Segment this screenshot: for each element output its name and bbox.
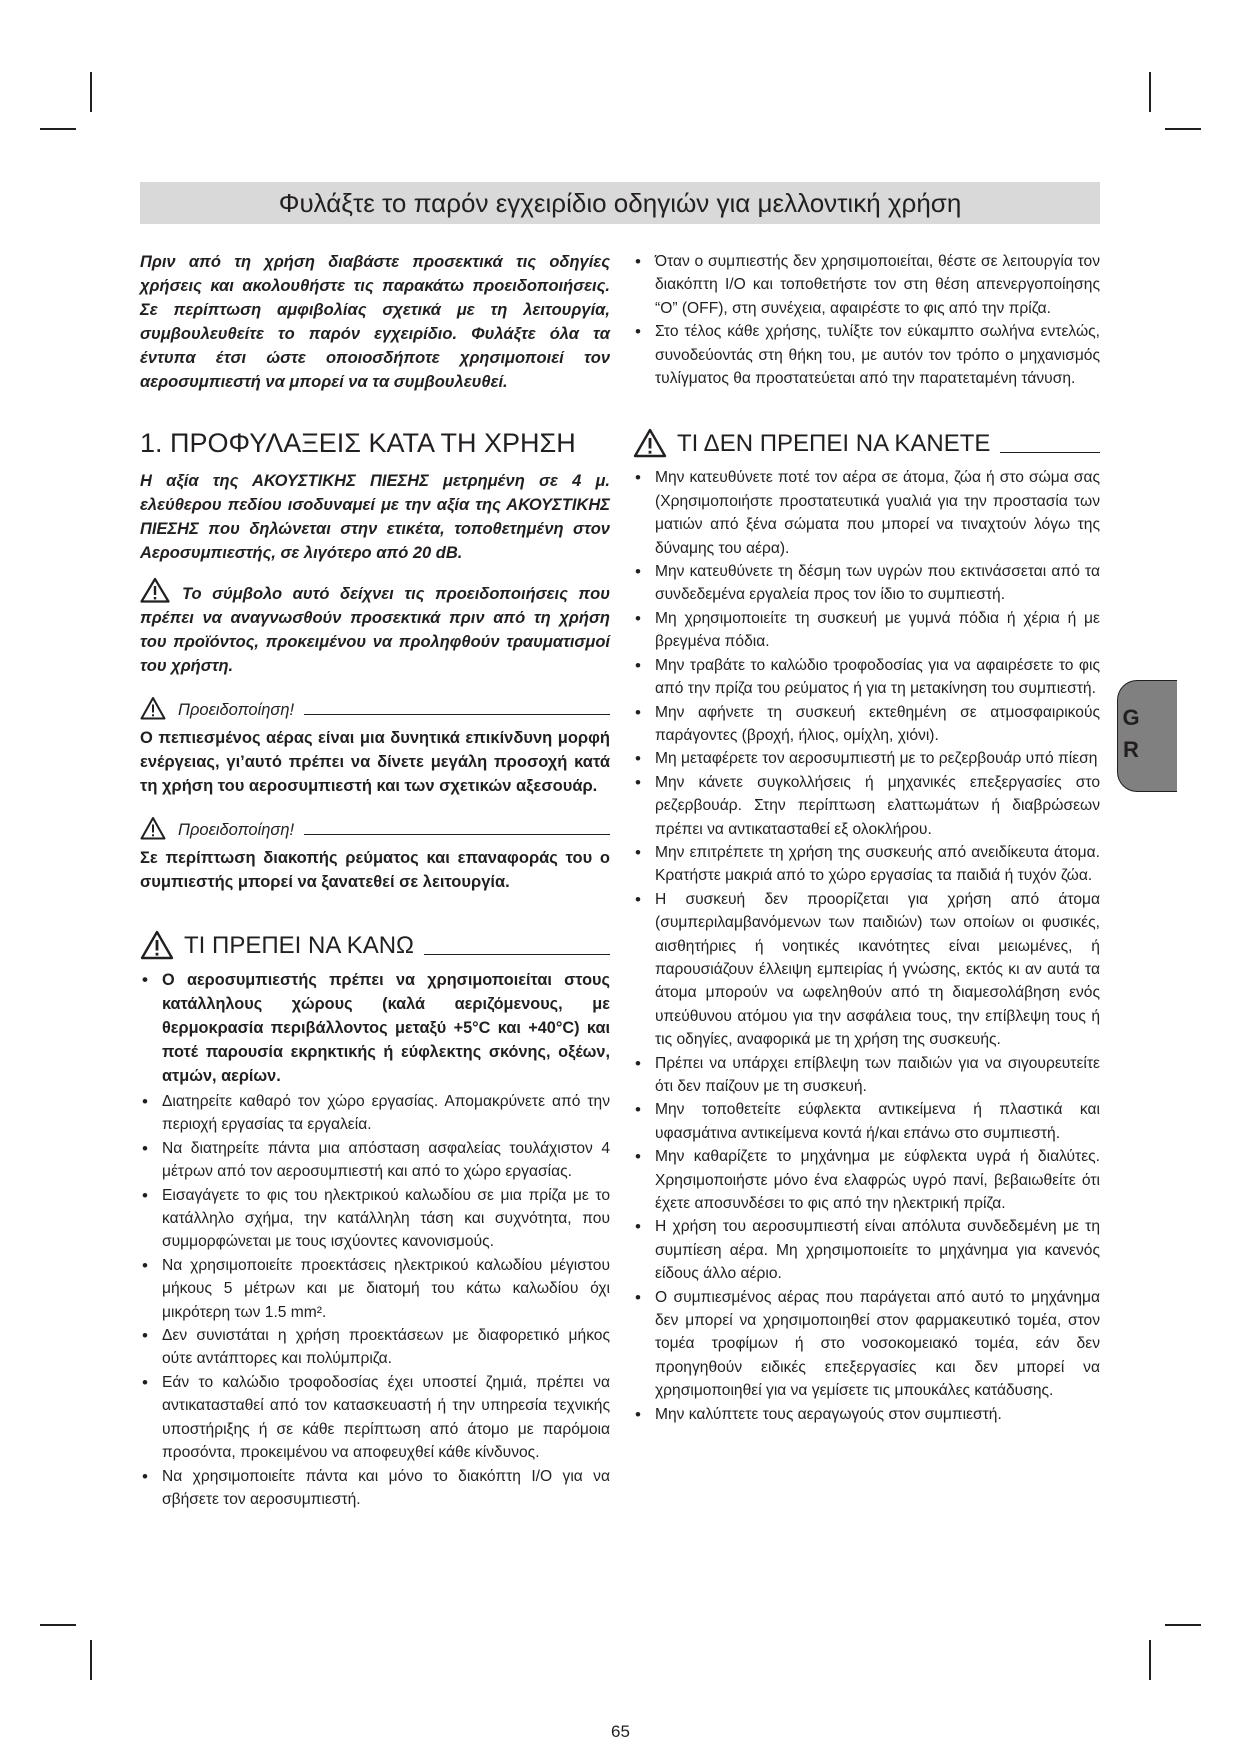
symbol-note-text: Το σύμβολο αυτό δείχνει τις προειδοποιήσεις που πρέπει να αναγνωσθούν προσεκτικά πριν από τη χρήση του προϊόντος, προκειμένου να προληφθούν τραυματισμοί του χρήστη. [140,585,610,675]
list-item: • Μην επιτρέπετε τη χρήση της συσκευής από ανειδίκευτα άτομα. Κρατήστε μακριά από το χώρο εργασίας τα παιδιά ή τυχόν ζώα. [633,841,1100,888]
acoustic-paragraph: Η αξία της ΑΚΟΥΣΤΙΚΗΣ ΠΙΕΣΗΣ μετρημένη σε 4 μ. ελεύθερου πεδίου ισοδυναμεί με την αξία της ΑΚΟΥΣΤΙΚΗΣ ΠΙΕΣΗΣ που δηλώνεται στην ετικέτα, τοποθετημένη στον Αεροσυμπιεστής, σε λιγότερο από 20 dB. [140,472,610,562]
crop-mark [1165,1624,1201,1626]
warning-triangle-icon [140,577,170,603]
section-title-dont [633,428,1100,458]
section-title-precautions: 1. ΠΡΟΦΥΛΑΞΕΙΣ ΚΑΤΑ ΤΗ ΧΡΗΣΗ [140,428,576,458]
crop-mark [40,1624,76,1626]
language-tab-letter: R [1123,737,1139,762]
page-banner: Φυλάξτε το παρόν εγχειρίδιο οδηγιών για μελλοντική χρήση [140,182,1100,224]
list-item: • Μην τραβάτε το καλώδιο τροφοδοσίας για να αφαιρέσετε το φις από την πρίζα του ρεύματος ή για τη μετακίνηση του συμπιεστή. [633,654,1100,701]
section-title-do [140,930,610,960]
list-item: • Στο τέλος κάθε χρήσης, τυλίξτε τον εύκαμπτο σωλήνα εντελώς, συνοδεύοντάς στη θήκη του, με αυτόν τον τρόπο ο μηχανισμός τυλίγματος θα προστατεύεται από την παρατεταμένη τάνυση. [633,320,1100,390]
list-item: • Εισαγάγετε το φις του ηλεκτρικού καλωδίου σε μια πρίζα με το κατάλληλο σχήμα, την κατάλληλη τάση και συχνότητα, που συμμορφώνεται με τους ισχύοντες κανονισμούς. [140,1184,610,1254]
do-title-text: ΤΙ ΠΡΕΠΕΙ ΝΑ ΚΑΝΩ [184,932,414,959]
heading-rule [424,954,610,955]
crop-mark [90,1640,92,1680]
list-item: • Δεν συνιστάται η χρήση προεκτάσεων με διαφορετικό μήκος ούτε αντάπτορες και πολύμπριζα. [140,1324,610,1371]
heading-rule [304,714,610,715]
list-item: • Όταν ο συμπιεστής δεν χρησιμοποιείται, θέστε σε λειτουργία τον διακόπτη I/O και τοποθετήστε τον στη θέση απενεργοποίησης “O” (OFF), στη συνέχεια, αφαιρέστε το φις από την πρίζα. [633,250,1100,320]
list-item: • Ο συμπιεσμένος αέρας που παράγεται από αυτό το μηχάνημα δεν μπορεί να χρησιμοποιηθεί στον φαρμακευτικό τομέα, στον τομέα τροφίμων ή στο νοσοκομειακό τομέα, εάν δεν προηγηθούν ειδικές επεξεργασίες και δεν μπορεί να χρησιμοποιηθεί για να γεμίσετε τις μπουκάλες κατάδυσης. [633,1286,1100,1403]
crop-mark [1165,128,1201,130]
warning-triangle-icon [140,696,166,720]
language-tab-letter: G [1122,705,1140,730]
page-number: 65 [611,1722,630,1741]
crop-mark [1149,72,1151,112]
warning-text-1: Ο πεπιεσμένος αέρας είναι μια δυνητικά επικίνδυνη μορφή ενέργειας, γι’αυτό πρέπει να δίνετε μεγάλη προσοχή κατά τη χρήση του αεροσυμπιεστή και των σχετικών αξεσουάρ. [140,729,610,795]
list-item: • Μην καλύπτετε τους αεραγωγούς στον συμπιεστή. [633,1403,1100,1426]
right-column [633,250,1100,1426]
warning-text-2: Σε περίπτωση διακοπής ρεύματος και επαναφοράς του ο συμπιεστής μπορεί να ξανατεθεί σε λειτουργία. [140,849,610,891]
dont-title-text: ΤΙ ΔΕΝ ΠΡΕΠΕΙ ΝΑ ΚΑΝΕΤΕ [677,430,991,458]
warning-triangle-icon [633,428,667,458]
heading-rule [1000,452,1100,453]
warning-label: Προειδοποίηση! [178,821,295,839]
list-item: • Μην κατευθύνετε ποτέ τον αέρα σε άτομα, ζώα ή στο σώμα σας (Χρησιμοποιήστε προστατευτικά γυαλιά για την προστασία των ματιών από ξένα σώματα που μπορεί να τιναχτούν λόγω της δύναμης του αέρα). [633,466,1100,560]
list-item: • Ο αεροσυμπιεστής πρέπει να χρησιμοποιείται στους κατάλληλους χώρους (καλά αεριζόμενους, με θερμοκρασία περιβάλλοντος μεταξύ +5°C και +40°C) και ποτέ παρουσία εκρηκτικής ή εύφλεκτης σκόνης, οξέων, ατμών, αερίων. [140,968,610,1088]
intro-paragraph: Πριν από τη χρήση διαβάστε προσεκτικά τις οδηγίες χρήσεις και ακολουθήστε τις παρακάτω προειδοποιήσεις. Σε περίπτωση αμφιβολίας σχετικά με τη λειτουργία, συμβουλευθείτε το παρόν εγχειρίδιο. Φυλάξτε όλα τα έντυπα έτσι ώστε οποιοσδήποτε χρησιμοποιεί τον αεροσυμπιεστή να μπορεί να τα συμβουλευθεί. [140,253,610,391]
warning-triangle-icon [140,816,166,840]
list-item: • Μην τοποθετείτε εύφλεκτα αντικείμενα ή πλαστικά και υφασμάτινα αντικείμενα κοντά ή/και επάνω στο συμπιεστή. [633,1098,1100,1145]
list-item: • Να χρησιμοποιείτε πάντα και μόνο το διακόπτη I/O για να σβήσετε τον αεροσυμπιεστή. [140,1465,610,1512]
language-tab [1117,680,1177,792]
list-item: • Να χρησιμοποιείτε προεκτάσεις ηλεκτρικού καλωδίου μέγιστου μήκους 5 μέτρων και με διατομή του κάτω καλωδίου όχι μικρότερη των 1.5 mm². [140,1254,610,1324]
dont-list [633,466,1100,1426]
heading-rule [304,834,610,835]
list-item: • Διατηρείτε καθαρό τον χώρο εργασίας. Απομακρύνετε από την περιοχή εργασίας τα εργαλεία. [140,1090,610,1137]
list-item: • Μη χρησιμοποιείτε τη συσκευή με γυμνά πόδια ή χέρια ή με βρεγμένα πόδια. [633,607,1100,654]
crop-mark [40,128,76,130]
list-item: • Η συσκευή δεν προορίζεται για χρήση από άτομα (συμπεριλαμβανόμενων των παιδιών) των οποίων οι φυσικές, αισθητήριες ή νοητικές ικανότητες είναι μειωμένες, ή παρουσιάζουν έλλειψη εμπειρίας ή γνώσης, εκτός κι αν αυτά τα άτομα μπορούν να ωφεληθούν από τη διαμεσολάβηση ενός υπεύθυνου ατόμου για την ασφάλεια τους, την επίβλεψη τους ή τις οδηγίες, αναφορικά με τη χρήση της συσκευής. [633,888,1100,1052]
list-item: • Μην κατευθύνετε τη δέσμη των υγρών που εκτινάσσεται από τα συνδεδεμένα εργαλεία προς τον ίδιο το συμπιεστή. [633,560,1100,607]
crop-mark [90,72,92,112]
warning-heading-1 [140,696,610,720]
list-item: • Εάν το καλώδιο τροφοδοσίας έχει υποστεί ζημιά, πρέπει να αντικατασταθεί από τον κατασκευαστή ή την υπηρεσία τεχνικής υποστήριξης ή σε κάθε περίπτωση από άτομο με παρόμοια προσόντα, προκειμένου να αποφευχθεί κάθε κίνδυνος. [140,1371,610,1465]
list-item: • Μην αφήνετε τη συσκευή εκτεθημένη σε ατμοσφαιρικούς παράγοντες (βροχή, ήλιος, ομίχλη, χιόνι). [633,701,1100,748]
list-item: • Μην κάνετε συγκολλήσεις ή μηχανικές επεξεργασίες στο ρεζερβουάρ. Στην περίπτωση ελαττωμάτων ή διαβρώσεων πρέπει να αντικατασταθεί εξ ολοκλήρου. [633,771,1100,841]
warning-triangle-icon [140,930,174,960]
do-list [140,968,610,1511]
crop-mark [1149,1640,1151,1680]
symbol-note [140,577,610,678]
list-item: • Να διατηρείτε πάντα μια απόσταση ασφαλείας τουλάχιστον 4 μέτρων από τον αεροσυμπιεστή και από το χώρο εργασίας. [140,1137,610,1184]
storage-list [633,250,1100,390]
list-item: • Μη μεταφέρετε τον αεροσυμπιεστή με το ρεζερβουάρ υπό πίεση [633,747,1100,770]
list-item: • Η χρήση του αεροσυμπιεστή είναι απόλυτα συνδεδεμένη με τη συμπίεση αέρα. Μη χρησιμοποιείτε το μηχάνημα για κανενός είδους άλλο αέριο. [633,1215,1100,1285]
left-column [140,250,610,1511]
warning-label: Προειδοποίηση! [178,701,295,719]
warning-heading-2 [140,816,610,840]
list-item: • Πρέπει να υπάρχει επίβλεψη των παιδιών για να σιγουρευτείτε ότι δεν παίζουν με τη συσκευή. [633,1052,1100,1099]
list-item: • Μην καθαρίζετε το μηχάνημα με εύφλεκτα υγρά ή διαλύτες. Χρησιμοποιήστε μόνο ένα ελαφρώς υγρό πανί, βεβαιωθείτε ότι έχετε αποσυνδέσει το φις από την ηλεκτρική πρίζα. [633,1145,1100,1215]
